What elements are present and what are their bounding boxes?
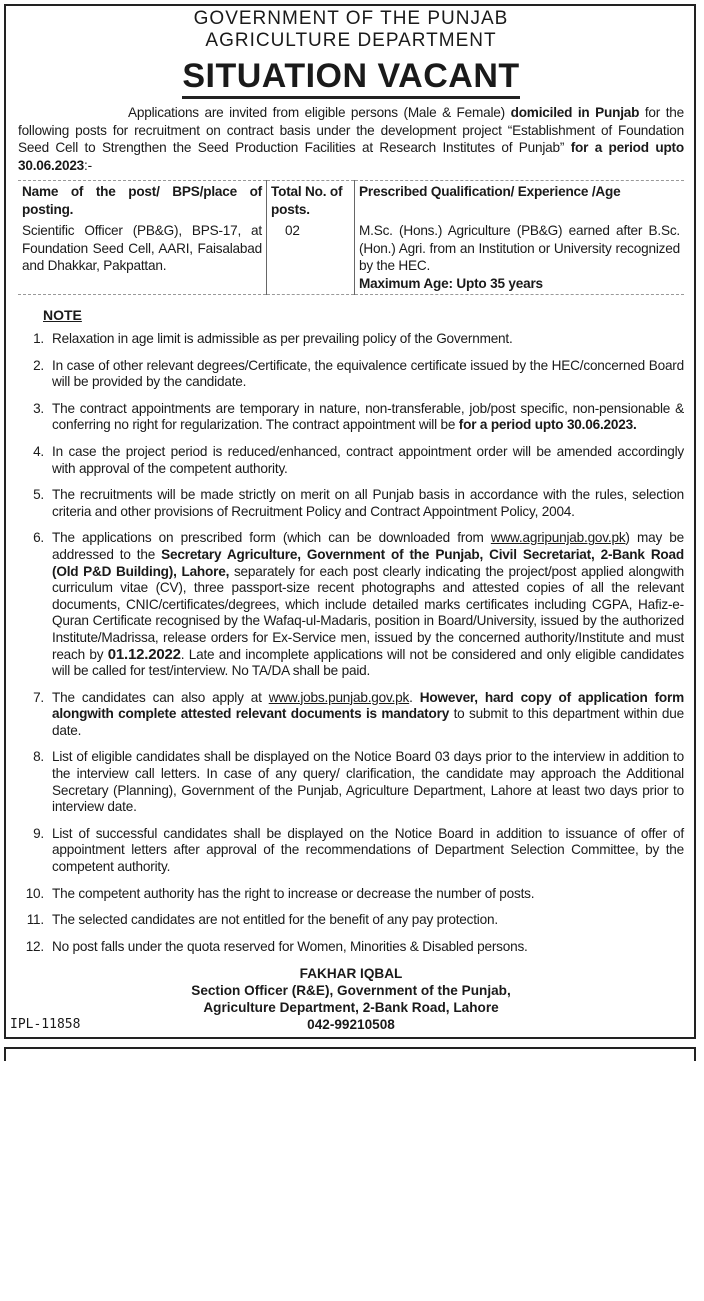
intro-segment: Applications are invited from eligible persons (Male & Female) — [128, 105, 511, 120]
note-segment: The candidates can also apply at — [52, 689, 269, 705]
note-number: 4. — [33, 443, 44, 459]
note-item — [18, 886, 684, 903]
intro-segment: for the following posts for recruitment on contract basis under the development project “Establishment of Foundation Seed Cell to Strengthen the Seed Production Facilities at Research Institutes of Punjab” — [18, 105, 684, 155]
note-item — [18, 331, 684, 348]
max-age-text: Maximum Age: Upto 35 years — [359, 275, 543, 291]
note-item — [18, 749, 684, 815]
signature-last-line — [10, 1016, 684, 1033]
note-segment: However, hard copy of application form alongwith complete attested relevant documents is mandatory — [52, 689, 684, 722]
note-segment: for a period upto 30.06.2023. — [458, 417, 637, 433]
note-text — [52, 358, 684, 391]
note-item — [18, 444, 684, 477]
intro-paragraph — [18, 104, 684, 174]
note-item — [18, 530, 684, 679]
note-item — [18, 939, 684, 956]
notes-list — [18, 331, 684, 955]
table-row — [18, 220, 684, 295]
note-text — [52, 487, 684, 520]
note-number: 6. — [33, 530, 44, 546]
col-header-post: Name of the post/ BPS/place of posting. — [18, 181, 267, 221]
qualification-text: M.Sc. (Hons.) Agriculture (PB&G) earned after B.Sc. (Hon.) Agri. from an Institution or University recognized by the HEC. — [359, 223, 680, 273]
note-segment: The recruitments will be made strictly on merit on all Punjab basis in accordance with the rules, selection criteria and other provisions of Recruitment Policy and Contract Appointment Policy, 2004. — [52, 487, 684, 519]
note-segment: The competent authority has the right to increase or decrease the number of posts. — [52, 885, 535, 901]
note-number: 11. — [26, 912, 44, 928]
ad-border — [4, 4, 696, 1039]
note-segment: List of successful candidates shall be displayed on the Notice Board in addition to issuance of offer of appointment letters after approval of the recommendations of Department Selection Committee, by the competent authority. — [52, 825, 684, 875]
intro-segment: for a period upto 30.06.2023 — [18, 140, 684, 173]
note-number: 10. — [25, 885, 44, 901]
note-text — [52, 401, 684, 434]
note-segment: Relaxation in age limit is admissible as per prevailing policy of the Government. — [52, 331, 513, 346]
note-segment: 01.12.2022 — [107, 645, 181, 663]
website-link[interactable]: www.agripunjab.gov.pk — [490, 530, 626, 546]
note-segment: . Late and incomplete applications will not be considered and only eligible candidates will be called for test/interview. No TA/DA shall be paid. — [52, 646, 685, 679]
note-item — [18, 401, 684, 434]
count-cell: 02 — [267, 220, 355, 295]
signature-block — [10, 965, 684, 1033]
note-number: 9. — [33, 825, 44, 841]
qualification-cell — [355, 220, 685, 295]
note-item — [18, 826, 684, 876]
note-segment: In case the project period is reduced/enhanced, contract appointment order will be amended accordingly with approval of the competent authority. — [52, 443, 684, 476]
note-segment: No post falls under the quota reserved for Women, Minorities & Disabled persons. — [52, 938, 528, 954]
note-segment: Secretary Agriculture, Government of the Punjab, Civil Secretariat, 2-Bank Road (Old P&D Building), Lahore, — [52, 546, 684, 579]
note-segment: List of eligible candidates shall be displayed on the Notice Board 03 days prior to the interview in addition to the interview call letters. In case of any query/ clarification, the candidate may approach the Additional Secretary (Planning), Government of the Punjab, Agriculture Department, Lahore at least two days prior to interview date. — [52, 749, 684, 815]
note-text — [52, 530, 684, 679]
note-number: 12. — [25, 938, 44, 954]
note-segment: ) may be addressed to the — [52, 530, 684, 562]
signatory-title: Section Officer (R&E), Government of the Punjab, — [191, 983, 511, 999]
reference-number: IPL-11858 — [10, 1017, 81, 1033]
next-ad-border — [4, 1047, 696, 1061]
note-number: 1. — [33, 331, 44, 346]
website-link[interactable]: www.jobs.punjab.gov.pk — [268, 689, 410, 705]
page-title — [18, 56, 684, 96]
note-text — [52, 690, 684, 740]
note-segment: The applications on prescribed form (which can be downloaded from — [52, 530, 491, 546]
table-header-row — [18, 181, 684, 221]
signatory-phone: 042-99210508 — [307, 1017, 395, 1033]
intro-segment: domiciled in Punjab — [510, 105, 640, 120]
signatory-address: Agriculture Department, 2-Bank Road, Lahore — [203, 1000, 499, 1016]
note-number: 7. — [33, 689, 44, 705]
note-text — [52, 886, 684, 903]
note-segment: separately for each post clearly indicating the project/post applied alongwith curriculum vitae (CV), three passport-size recent photographs and attested copies of all the relevant documents, CNIC/certificates/degrees, which include detailed marks certificates including CGPA, Hafiz-e-Quran Certificate recognised by the Wafaq-ul-Madaris, position in Board/University, issued by the authorized Institute/Madrissa, release orders for Ex-Service men, issued by the concerned authority/Institute and must reach by — [52, 563, 685, 662]
department-heading: AGRICULTURE DEPARTMENT — [205, 30, 497, 51]
note-text — [52, 331, 684, 348]
note-text — [52, 444, 684, 477]
note-text — [52, 826, 684, 876]
note-segment: In case of other relevant degrees/Certificate, the equivalence certificate issued by the HEC/concerned Board will be provided by the candidate. — [52, 357, 684, 390]
note-number: 5. — [33, 487, 44, 503]
post-cell: Scientific Officer (PB&G), BPS-17, at Foundation Seed Cell, AARI, Faisalabad and Dhakkar, Pakpattan. — [18, 220, 267, 295]
note-segment: The contract appointments are temporary in nature, non-transferable, job/post specific, non-pensionable & conferring no right for regularization. The contract appointment will be — [52, 400, 684, 433]
col-header-qualification: Prescribed Qualification/ Experience /Age — [359, 184, 621, 199]
title-text: SITUATION VACANT — [182, 57, 519, 99]
signatory-name: FAKHAR IQBAL — [299, 966, 403, 982]
note-text — [52, 749, 684, 815]
note-segment: . — [409, 689, 420, 705]
note-item — [18, 358, 684, 391]
note-segment: The selected candidates are not entitled for the benefit of any pay protection. — [52, 912, 498, 928]
note-segment: to submit to this department within due date. — [52, 706, 684, 738]
intro-segment: :- — [84, 157, 92, 173]
note-item — [18, 690, 684, 740]
col-header-count: Total No. of posts. — [267, 181, 355, 221]
note-text — [52, 939, 684, 956]
posts-table — [18, 180, 684, 295]
note-heading: NOTE — [43, 307, 82, 323]
note-item — [18, 912, 684, 929]
note-item — [18, 487, 684, 520]
note-number: 2. — [33, 357, 44, 373]
note-text — [52, 912, 684, 929]
govt-heading: GOVERNMENT OF THE PUNJAB — [193, 8, 509, 29]
note-number: 8. — [33, 749, 44, 765]
note-number: 3. — [33, 400, 44, 416]
